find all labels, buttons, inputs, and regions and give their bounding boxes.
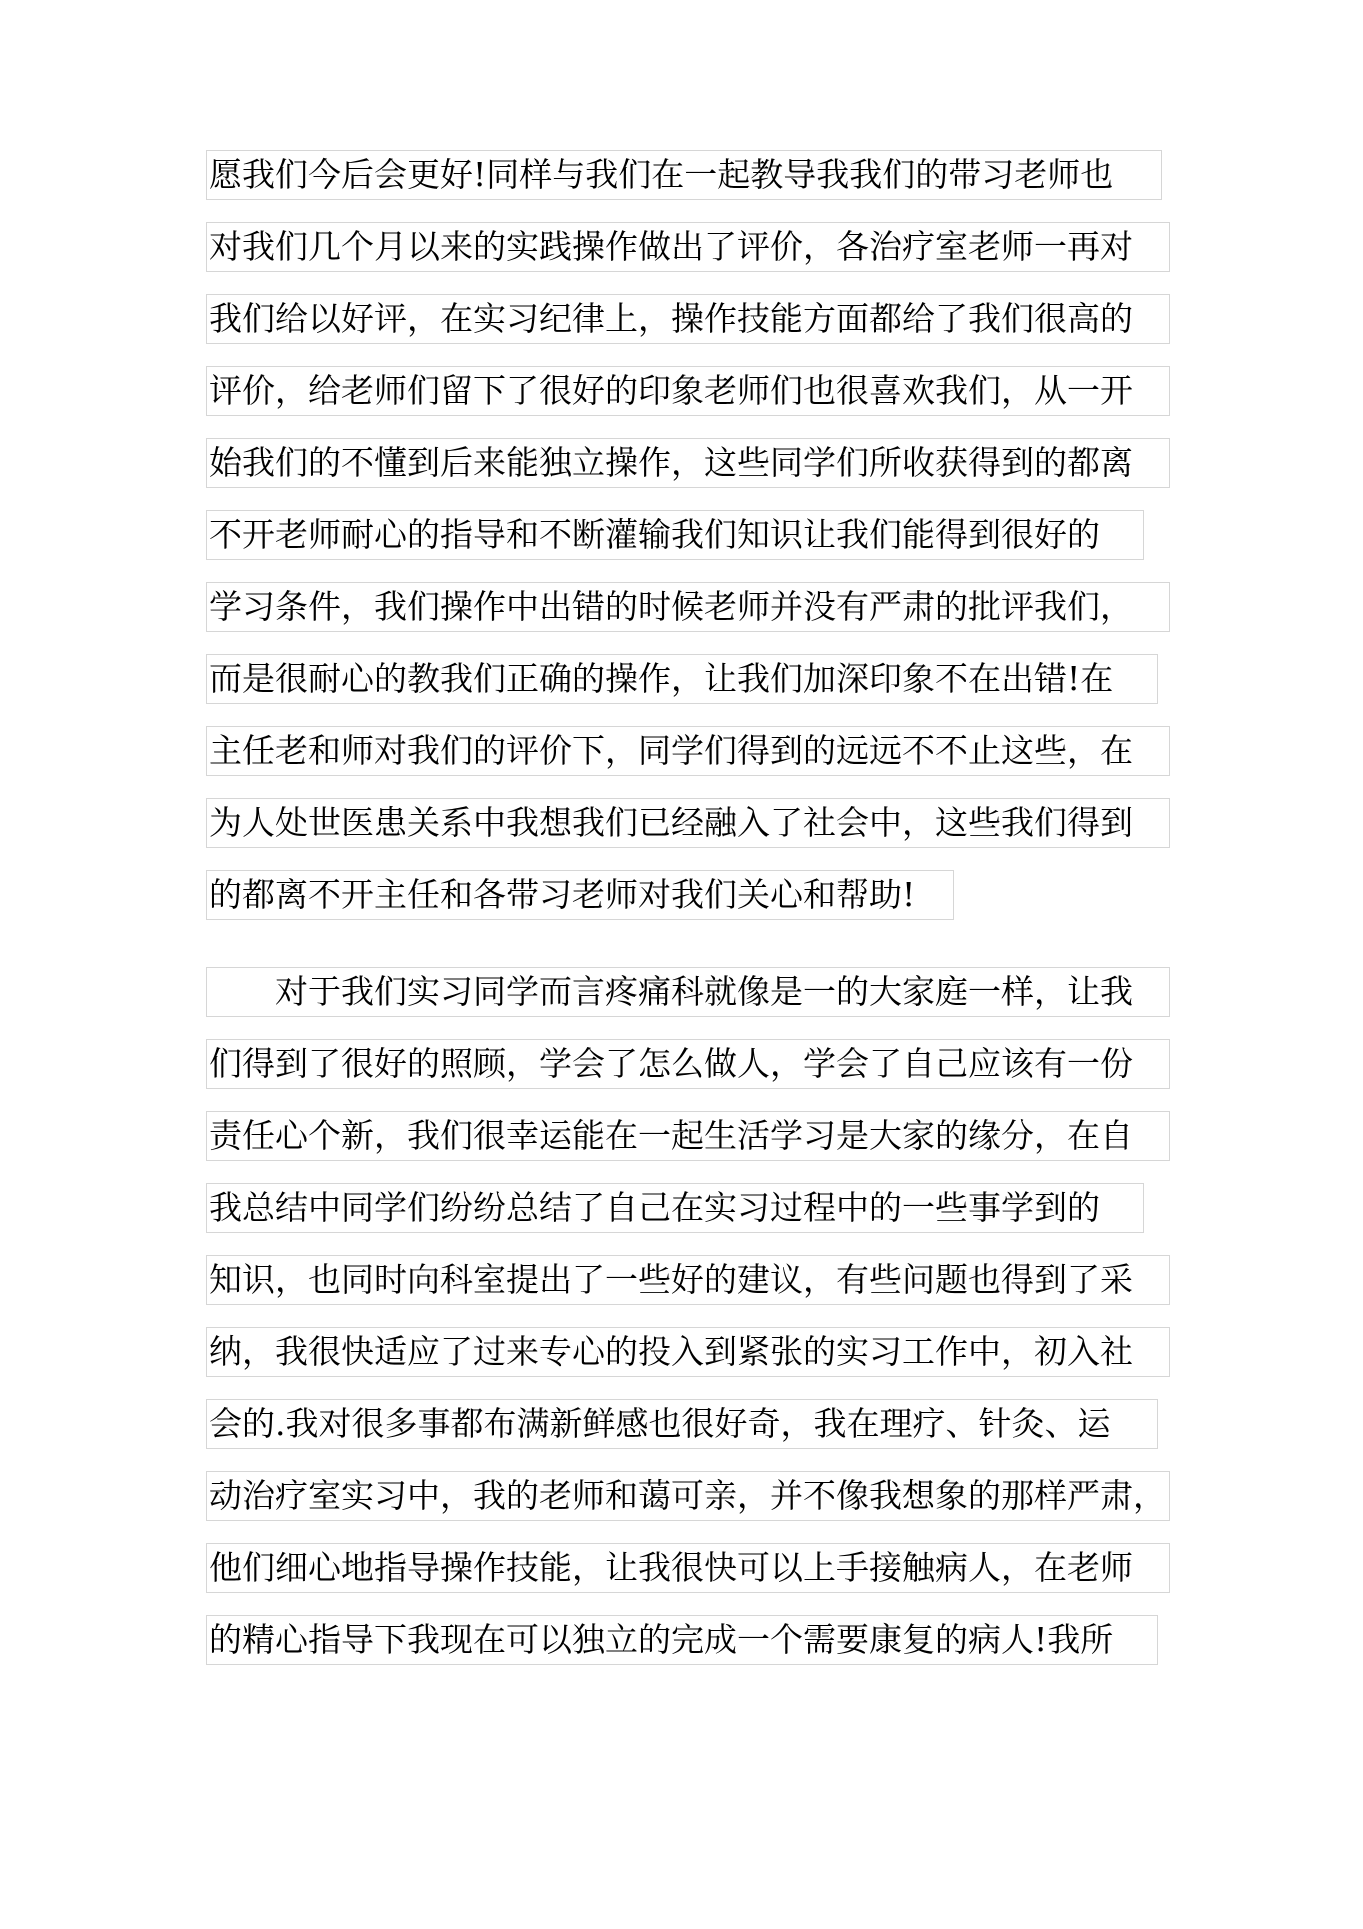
text-line: 主任老和师对我们的评价下，同学们得到的远远不不止这些，在	[206, 726, 1170, 776]
text-line: 的精心指导下我现在可以独立的完成一个需要康复的病人!我所	[206, 1615, 1158, 1665]
text-line: 学习条件，我们操作中出错的时候老师并没有严肃的批评我们，	[206, 582, 1170, 632]
text-line: 对我们几个月以来的实践操作做出了评价，各治疗室老师一再对	[206, 222, 1170, 272]
text-line: 会的.我对很多事都布满新鲜感也很好奇，我在理疗、针灸、运	[206, 1399, 1158, 1449]
text-line: 他们细心地指导操作技能，让我很快可以上手接触病人，在老师	[206, 1543, 1170, 1593]
text-line: 们得到了很好的照顾，学会了怎么做人，学会了自己应该有一份	[206, 1039, 1170, 1089]
text-line: 不开老师耐心的指导和不断灌输我们知识让我们能得到很好的	[206, 510, 1144, 560]
text-line: 为人处世医患关系中我想我们已经融入了社会中，这些我们得到	[206, 798, 1170, 848]
text-line: 的都离不开主任和各带习老师对我们关心和帮助!	[206, 870, 954, 920]
text-line: 纳，我很快适应了过来专心的投入到紧张的实习工作中，初入社	[206, 1327, 1170, 1377]
text-line: 对于我们实习同学而言疼痛科就像是一的大家庭一样，让我	[206, 967, 1170, 1017]
text-line: 而是很耐心的教我们正确的操作，让我们加深印象不在出错!在	[206, 654, 1158, 704]
text-line: 始我们的不懂到后来能独立操作，这些同学们所收获得到的都离	[206, 438, 1170, 488]
text-line: 我总结中同学们纷纷总结了自己在实习过程中的一些事学到的	[206, 1183, 1144, 1233]
text-line: 评价，给老师们留下了很好的印象老师们也很喜欢我们，从一开	[206, 366, 1170, 416]
text-line: 知识，也同时向科室提出了一些好的建议，有些问题也得到了采	[206, 1255, 1170, 1305]
text-line: 责任心个新，我们很幸运能在一起生活学习是大家的缘分，在自	[206, 1111, 1170, 1161]
paragraph-1	[206, 150, 1171, 942]
text-line: 我们给以好评，在实习纪律上，操作技能方面都给了我们很高的	[206, 294, 1170, 344]
text-line: 动治疗室实习中，我的老师和蔼可亲，并不像我想象的那样严肃，	[206, 1471, 1170, 1521]
text-line: 愿我们今后会更好!同样与我们在一起教导我我们的带习老师也	[206, 150, 1162, 200]
paragraph-2	[206, 967, 1171, 1687]
